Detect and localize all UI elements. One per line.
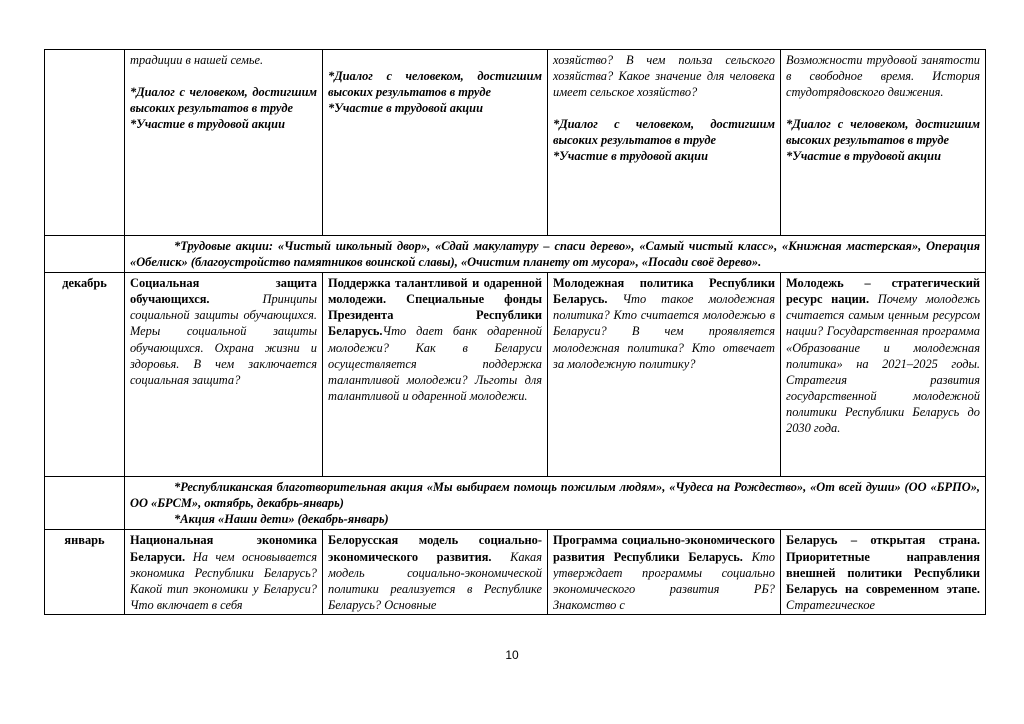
activity-text: *Участие в трудовой акции — [328, 101, 483, 116]
month-label: январь — [45, 530, 125, 615]
month-cell — [45, 477, 125, 530]
activity-text: *Участие в трудовой акции — [130, 117, 285, 132]
topic-title: Молодежная политика Республики Беларусь. — [553, 276, 775, 307]
topic-title: Белорусская модель социально-экономического развития. — [328, 533, 542, 564]
activity-text: *Участие в трудовой акции — [553, 149, 708, 164]
activity-text: *Диалог с человеком, достигшим высоких результатов в труде — [553, 117, 775, 148]
topic-title: Социальная защита обучающихся. — [130, 276, 317, 307]
table-cell — [548, 530, 781, 615]
topic-questions: Какая модель социально-экономической политики реализуется в Республике Беларусь? Основные — [328, 549, 542, 612]
table-row — [45, 477, 986, 530]
topic-title: Поддержка талантливой и одаренной молодежи. Специальные фонды Президента Республики Беларусь. — [328, 276, 542, 339]
table-cell — [323, 50, 548, 236]
table-cell — [548, 50, 781, 236]
activity-text: *Диалог с человеком, достигшим высоких результатов в труде — [328, 69, 542, 100]
topic-questions: На чем основывается экономика Республики Беларусь? Какой тип экономики у Беларуси? Что включает в себя — [130, 549, 317, 612]
month-cell — [45, 50, 125, 236]
topic-title: Молодежь – стратегический ресурс нации. — [786, 276, 980, 307]
month-cell — [45, 236, 125, 273]
questions-text: хозяйство? В чем польза сельского хозяйства? Какое значение для человека имеет сельское хозяйство? — [553, 53, 775, 100]
table-cell — [323, 530, 548, 615]
topic-questions: Принципы социальной защиты обучающихся. Меры социальной защиты обучающихся. Охрана жизни и здоровья. В чем заключается социальная защита? — [130, 292, 317, 387]
table-cell — [125, 273, 323, 477]
topic-text: Возможности трудовой занятости в свободное время. История студотрядовского движения. — [786, 53, 980, 100]
table-cell — [781, 273, 986, 477]
table-row — [45, 236, 986, 273]
table-cell — [125, 530, 323, 615]
topic-title: Национальная экономика Беларуси. — [130, 533, 317, 564]
topic-text: традиции в нашей семье. — [130, 53, 264, 67]
topic-questions: Кто утверждает программы социально экономического развития РБ? Знакомство с — [553, 549, 775, 612]
table-cell — [548, 273, 781, 477]
table-row — [45, 273, 986, 477]
month-label: декабрь — [45, 273, 125, 477]
topic-questions: Что такое молодежная политика? Кто считается молодежью в Беларуси? В чем проявляется молодежная политика? Кто отвечает за молодежную политику? — [553, 292, 775, 371]
activity-text: *Диалог с человеком, достигшим высоких результатов в труде — [130, 85, 317, 116]
topic-title: Беларусь – открытая страна. Приоритетные направления внешней политики Республики Беларусь на современном этапе. — [786, 533, 980, 596]
table-cell — [125, 50, 323, 236]
table-cell — [781, 530, 986, 615]
table-row — [45, 50, 986, 236]
topic-questions: Стратегическое — [786, 597, 876, 612]
table-cell — [323, 273, 548, 477]
program-table — [44, 49, 986, 615]
page-number: 10 — [505, 648, 519, 662]
topic-questions: Что дает банк одаренной молодежи? Как в Беларуси осуществляется поддержка талантливой молодежи? Льготы для талантливой и одаренной молодежи. — [328, 324, 542, 403]
labor-actions-text: *Трудовые акции: «Чистый школьный двор», «Сдай макулатуру – спаси дерево», «Самый чистый класс», «Книжная мастерская», Операция «Обелиск» (благоустройство памятников воинской славы), «Очистим планету от мусора», «Посади своё дерево». — [130, 239, 980, 270]
topic-questions: Почему молодежь считается самым ценным ресурсом нации? Государственная программа «Образование и молодежная политика» на 2021–2025 годы. Стратегия развития государственной молодежной политики Республики Беларусь до 2030 года. — [786, 292, 980, 436]
actions-cell — [125, 477, 986, 530]
table-row — [45, 530, 986, 615]
activity-text: *Диалог с человеком, достигшим высоких результатов в труде — [786, 117, 980, 148]
topic-title: Программа социально-экономического развития Республики Беларусь. — [553, 533, 775, 564]
charity-actions-text: *Акция «Наши дети» (декабрь-январь) — [174, 512, 389, 527]
activity-text: *Участие в трудовой акции — [786, 149, 941, 164]
table-cell — [781, 50, 986, 236]
charity-actions-text: *Республиканская благотворительная акция «Мы выбираем помощь пожилым людям», «Чудеса на Рождество», «От всей души» (ОО «БРПО», ОО «БРСМ», октябрь, декабрь-январь) — [130, 480, 980, 511]
actions-cell — [125, 236, 986, 273]
